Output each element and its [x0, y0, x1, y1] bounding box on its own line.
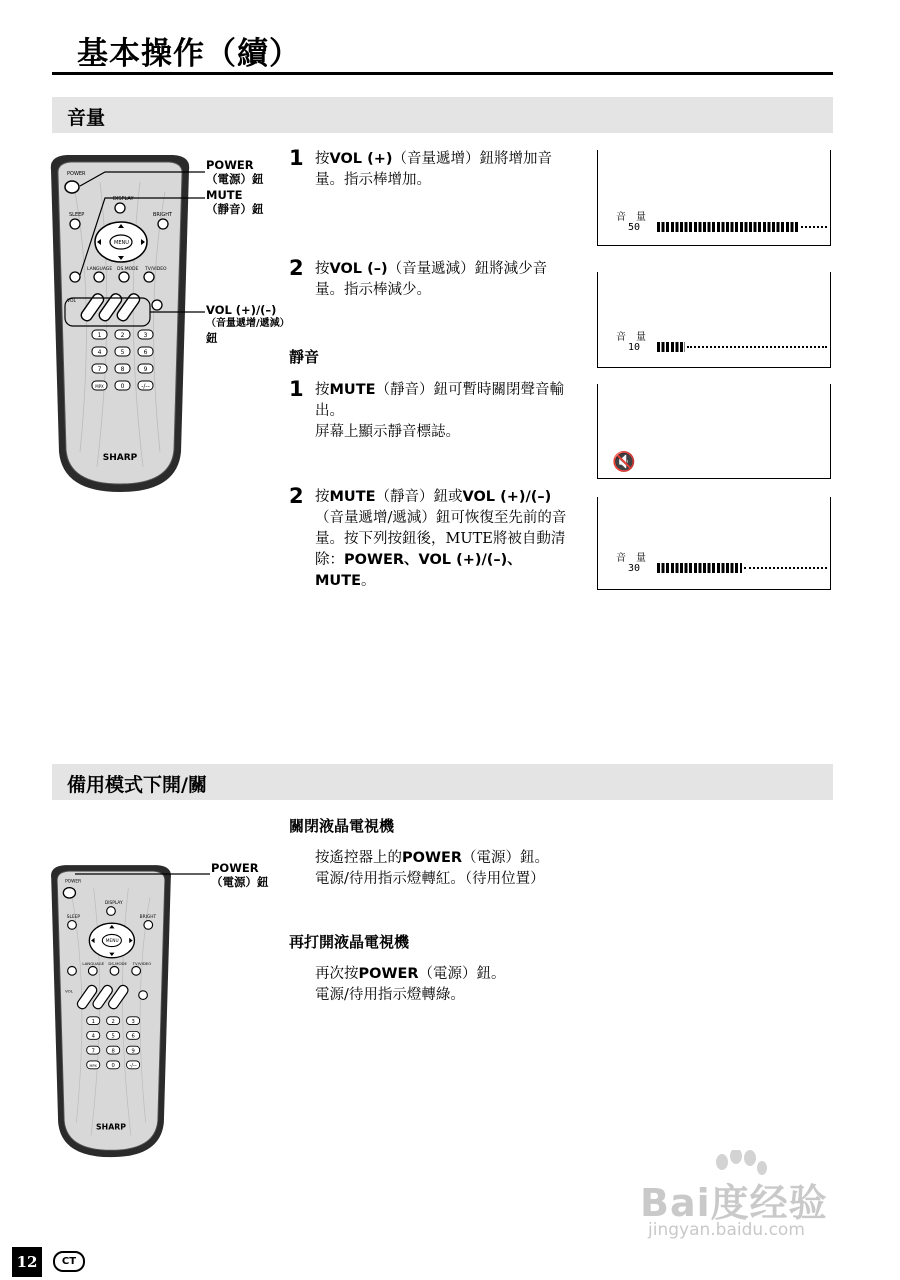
volume-bar — [657, 342, 827, 352]
volume-bar-empty — [801, 226, 827, 228]
volume-bar-empty — [744, 567, 827, 569]
svg-text:-/--: -/-- — [141, 383, 150, 390]
muted-speaker-icon: 🔇 — [612, 451, 636, 473]
power-label: POWER — [65, 879, 82, 885]
svg-text:8: 8 — [111, 1048, 115, 1055]
step-number: 2 — [289, 484, 304, 508]
tv-screen-volume-10 — [597, 272, 831, 368]
section-title: 備用模式下開/關 — [67, 774, 207, 796]
vol-label: VOL — [65, 988, 73, 994]
svg-text:MPX: MPX — [95, 384, 104, 389]
step-number: 2 — [289, 256, 304, 280]
svg-text:4: 4 — [91, 1033, 95, 1040]
baidu-watermark — [640, 1150, 855, 1250]
step-text: 按VOL (–)（音量遞減）鈕將減少音量。指示棒減少。 — [315, 261, 548, 298]
volume-bar-fill — [657, 563, 742, 573]
tv-screen-volume-50 — [597, 150, 831, 246]
callout-power: POWER （電源）鈕 — [206, 158, 264, 186]
language-label: LANGUAGE — [82, 960, 105, 966]
svg-text:-/--: -/-- — [129, 1063, 137, 1070]
tv-screen-muted — [597, 384, 831, 479]
display-button-icon — [107, 907, 116, 916]
step-number: 1 — [289, 146, 304, 170]
volume-label: 音 量 — [616, 332, 646, 343]
section-title: 音量 — [67, 107, 106, 129]
language-button-icon — [88, 967, 97, 976]
standby-on-heading: 再打開液晶電視機 — [289, 933, 410, 951]
svg-text:9: 9 — [131, 1048, 135, 1055]
brand-logo: SHARP — [102, 453, 138, 463]
language-label: LANGUAGE — [87, 267, 113, 272]
tvvideo-button-icon — [132, 967, 141, 976]
mute-button-icon — [68, 967, 77, 976]
svg-text:6: 6 — [131, 1033, 135, 1040]
svg-text:5: 5 — [120, 349, 125, 356]
page-number: 12 — [12, 1247, 42, 1277]
watermark-logo: Bai度经验 — [640, 1181, 828, 1225]
svg-text:3: 3 — [143, 332, 148, 339]
volume-label: 音 量 — [616, 553, 646, 564]
volume-value: 50 — [628, 222, 641, 233]
menu-label: MENU — [105, 939, 119, 945]
callout-power-2: POWER （電源）鈕 — [211, 861, 269, 889]
svg-text:0: 0 — [111, 1063, 115, 1070]
volume-bar — [657, 222, 827, 232]
watermark-url: jingyan.baidu.com — [648, 1220, 805, 1240]
svg-text:9: 9 — [143, 366, 148, 373]
svg-text:6: 6 — [143, 349, 148, 356]
mute-heading: 靜音 — [289, 348, 320, 366]
svg-text:5: 5 — [111, 1033, 115, 1040]
dsmode-label: DS.MODE — [108, 960, 127, 966]
tvvideo-label: TV/VIDEO — [145, 267, 167, 272]
display-label: DISPLAY — [113, 196, 134, 202]
bright-label: BRIGHT — [139, 914, 157, 920]
standby-on-text: 再次按POWER（電源）鈕。 電源/待用指示燈轉綠。 — [315, 966, 506, 1003]
svg-text:2: 2 — [111, 1018, 115, 1025]
callout-lines-2 — [65, 862, 215, 892]
bright-button-icon — [144, 921, 153, 930]
standby-off-text: 按遙控器上的POWER（電源）鈕。 電源/待用指示燈轉紅。（待用位置） — [315, 850, 550, 887]
step-text: 按VOL (+)（音量遞增）鈕將增加音量。指示棒增加。 — [315, 151, 552, 188]
step-text: 按MUTE（靜音）鈕可暫時關閉聲音輸出。 屏幕上顯示靜音標誌。 — [315, 382, 564, 440]
svg-text:4: 4 — [97, 349, 102, 356]
section-header-standby — [52, 764, 833, 800]
svg-text:2: 2 — [120, 332, 125, 339]
sleep-label: SLEEP — [66, 914, 81, 920]
sleep-label: SLEEP — [69, 212, 85, 218]
volume-label: 音 量 — [616, 212, 646, 223]
svg-text:7: 7 — [97, 366, 102, 373]
title-rule — [52, 72, 833, 75]
bright-label: BRIGHT — [153, 212, 173, 218]
svg-text:8: 8 — [120, 366, 125, 373]
svg-text:MPX: MPX — [89, 1064, 97, 1069]
volume-value: 10 — [628, 342, 641, 353]
callout-vol: VOL (+)/(–) （音量遞增/遞減） 鈕 — [206, 303, 290, 345]
flashback-button-icon — [139, 991, 148, 1000]
page-title: 基本操作（續） — [77, 36, 301, 72]
volume-bar — [657, 563, 827, 573]
svg-text:3: 3 — [131, 1018, 135, 1025]
callout-lines — [60, 160, 210, 335]
volume-bar-empty — [687, 346, 827, 348]
svg-text:0: 0 — [120, 383, 125, 390]
sleep-button-icon — [68, 921, 77, 930]
vol-label: VOL — [67, 299, 77, 304]
svg-text:1: 1 — [97, 332, 102, 339]
volume-bar-fill — [657, 222, 799, 232]
step-text: 按MUTE（靜音）鈕或VOL (+)/(–)（音量遞增/遞減）鈕可恢復至先前的音量。按下列按鈕後，MUTE將被自動清除：POWER、VOL (+)/(–)、MUTE。 — [315, 489, 567, 589]
standby-off-heading: 關閉液晶電視機 — [289, 817, 395, 835]
svg-text:7: 7 — [91, 1048, 95, 1055]
volume-value: 30 — [628, 563, 641, 574]
remote-control-illustration-2 — [46, 842, 176, 1182]
power-label: POWER — [67, 171, 86, 177]
display-label: DISPLAY — [104, 901, 123, 907]
volume-bar-fill — [657, 342, 685, 352]
dsmode-button-icon — [110, 967, 119, 976]
tvvideo-label: TV/VIDEO — [132, 960, 152, 966]
callout-mute: MUTE （靜音）鈕 — [206, 188, 264, 216]
brand-logo: SHARP — [96, 1122, 126, 1132]
menu-label: MENU — [114, 240, 129, 246]
language-badge: CT — [53, 1251, 85, 1272]
section-header-volume — [52, 97, 833, 133]
step-number: 1 — [289, 377, 304, 401]
tv-screen-volume-30 — [597, 497, 831, 590]
svg-text:1: 1 — [91, 1018, 95, 1025]
dsmode-label: DS.MODE — [117, 267, 139, 272]
